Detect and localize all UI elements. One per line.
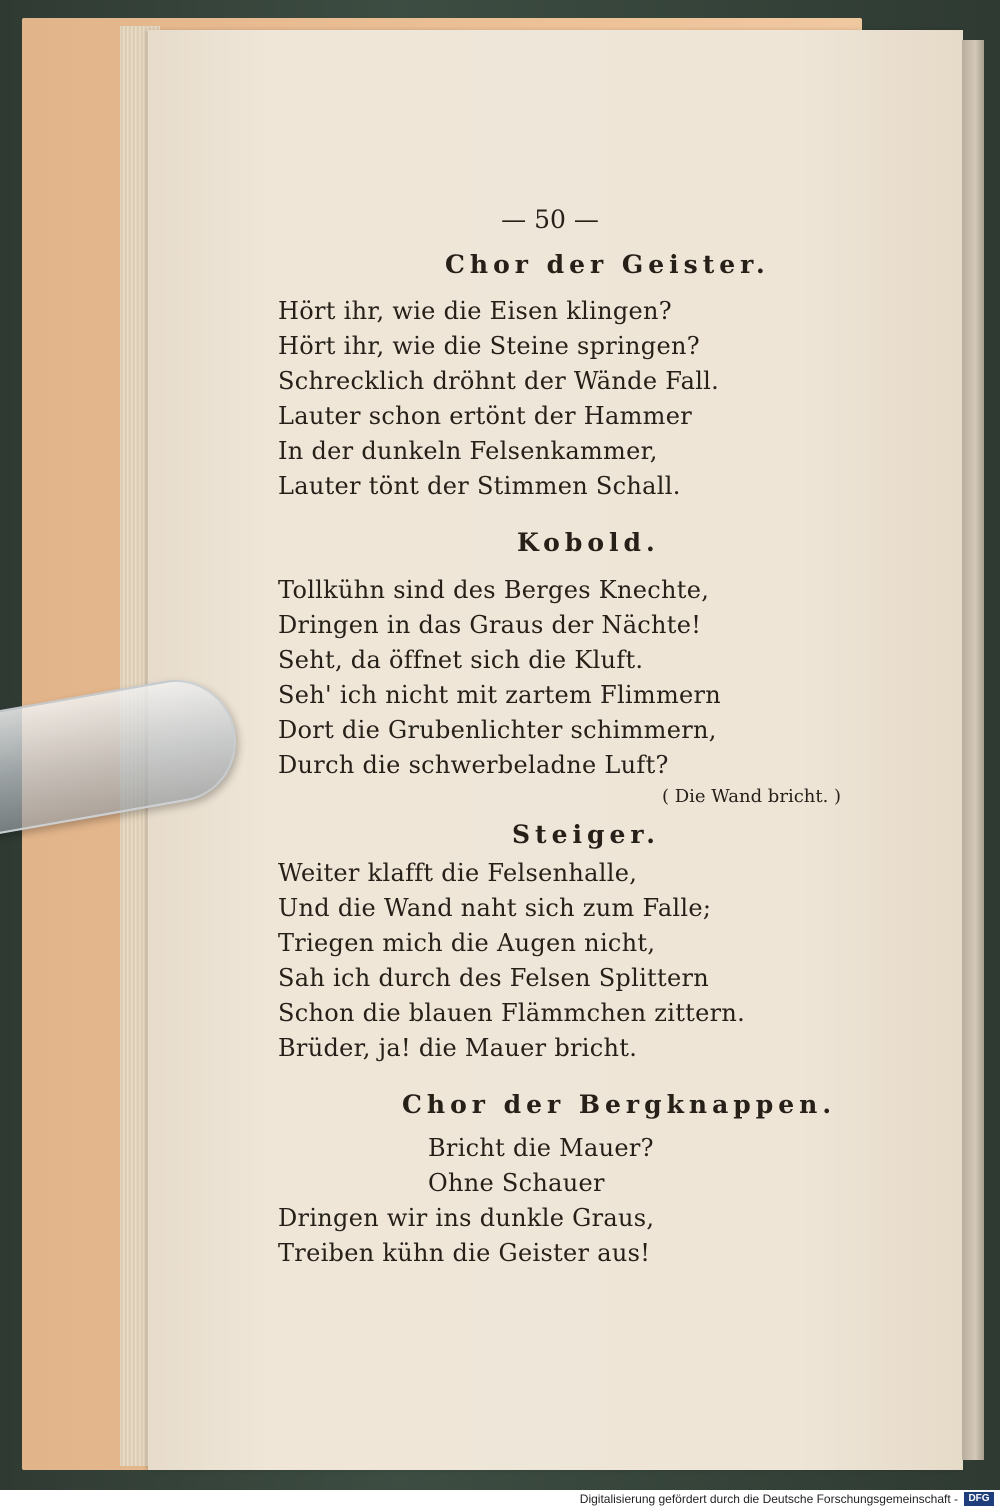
verse-line: Ohne Schauer <box>428 1169 605 1197</box>
verse-line: Weiter klafft die Felsenhalle, <box>278 859 638 887</box>
verse-line: Tollkühn sind des Berges Knechte, <box>278 576 710 604</box>
dfg-logo-icon: DFG <box>964 1492 994 1506</box>
page-number: — 50 — <box>501 205 599 234</box>
verse-line: Dringen wir ins dunkle Graus, <box>278 1204 655 1232</box>
digitization-footer <box>0 1490 1000 1509</box>
verse-line: Treiben kühn die Geister aus! <box>278 1239 651 1267</box>
verse-line: Triegen mich die Augen nicht, <box>278 929 656 957</box>
verse-line: Dort die Grubenlichter schimmern, <box>278 716 717 744</box>
verse-line: Durch die schwerbeladne Luft? <box>278 751 669 779</box>
verse-line: Schrecklich dröhnt der Wände Fall. <box>278 367 720 395</box>
verse-line: In der dunkeln Felsenkammer, <box>278 437 658 465</box>
verse-line: Hört ihr, wie die Eisen klingen? <box>278 297 672 325</box>
verse-line: Seh' ich nicht mit zartem Flimmern <box>278 681 722 709</box>
verse-line: Sah ich durch des Felsen Splittern <box>278 964 709 992</box>
verse-line: Schon die blauen Flämmchen zittern. <box>278 999 746 1027</box>
verse-line: Hört ihr, wie die Steine springen? <box>278 332 700 360</box>
footer-credit: Digitalisierung gefördert durch die Deutsche Forschungsgemeinschaft - <box>579 1492 958 1506</box>
verse-line: Und die Wand naht sich zum Falle; <box>278 894 712 922</box>
verse-line: Bricht die Mauer? <box>428 1134 654 1162</box>
heading-chor-der-geister: Chor der Geister. <box>445 250 770 279</box>
verse-line: Lauter schon ertönt der Hammer <box>278 402 692 430</box>
heading-chor-der-bergknappen: Chor der Bergknappen. <box>402 1090 837 1119</box>
heading-steiger: Steiger. <box>512 820 660 849</box>
verse-line: Seht, da öffnet sich die Kluft. <box>278 646 644 674</box>
stage-direction: ( Die Wand bricht. ) <box>662 786 842 807</box>
heading-kobold: Kobold. <box>517 528 660 557</box>
verse-line: Lauter tönt der Stimmen Schall. <box>278 472 681 500</box>
verse-line: Brüder, ja! die Mauer bricht. <box>278 1034 638 1062</box>
verse-line: Dringen in das Graus der Nächte! <box>278 611 702 639</box>
